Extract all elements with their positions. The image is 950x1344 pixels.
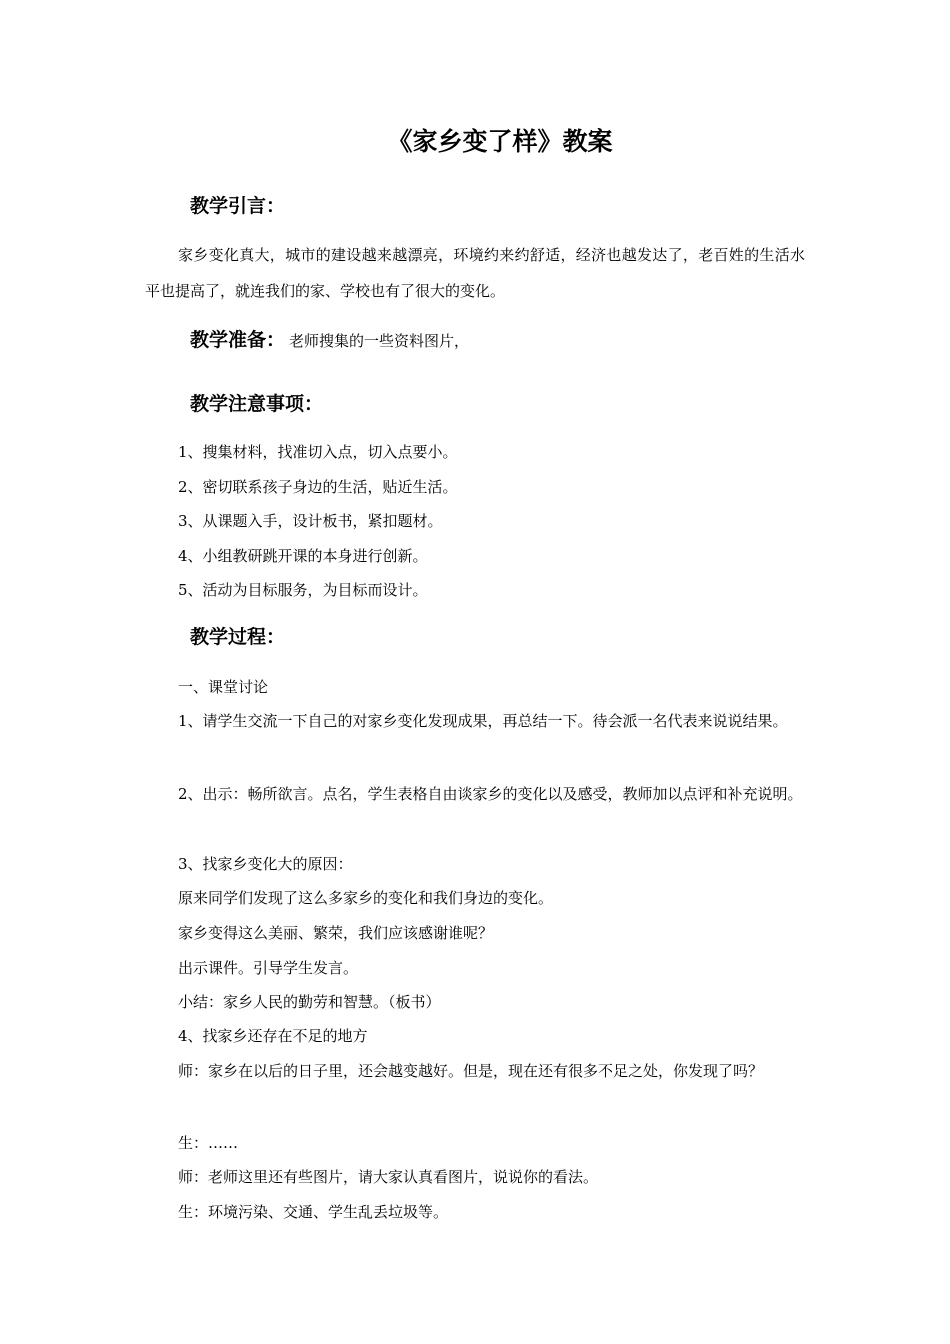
- process-line-7: 小结：家乡人民的勤劳和智慧。（板书）: [178, 993, 441, 1011]
- process-paragraph-2: 2、出示：畅所欲言。点名，学生表格自由谈家乡的变化以及感受，教师加以点评和补充说明。: [178, 785, 803, 803]
- prep-heading: [190, 326, 469, 355]
- prep-heading-label: 教学准备：: [190, 329, 286, 351]
- note-item-1: 1、搜集材料，找准切入点，切入点要小。: [178, 443, 458, 461]
- process-paragraph-3: 师：家乡在以后的日子里，还会越变越好。但是，现在还有很多不足之处，你发现了吗？: [178, 1062, 764, 1080]
- process-line-9: 生：……: [178, 1134, 239, 1152]
- process-paragraph-1: 1、请学生交流一下自己的对家乡变化发现成果，再总结一下。待会派一名代表来说说结果。: [178, 712, 788, 730]
- process-line-11: 生：环境污染、交通、学生乱丢垃圾等。: [178, 1203, 449, 1221]
- process-section-1: 一、课堂讨论: [178, 678, 269, 696]
- process-heading: 教学过程：: [190, 626, 286, 648]
- prep-text: 老师搜集的一些资料图片，: [289, 332, 470, 350]
- process-line-3: 3、找家乡变化大的原因：: [178, 855, 353, 873]
- process-line-4: 原来同学们发现了这么多家乡的变化和我们身边的变化。: [178, 889, 554, 907]
- note-item-2: 2、密切联系孩子身边的生活，贴近生活。: [178, 478, 458, 496]
- process-line-5: 家乡变得这么美丽、繁荣，我们应该感谢谁呢？: [178, 924, 494, 942]
- intro-heading: 教学引言：: [190, 195, 286, 217]
- process-line-10: 师：老师这里还有些图片，请大家认真看图片，说说你的看法。: [178, 1168, 599, 1186]
- note-item-4: 4、小组教研跳开课的本身进行创新。: [178, 547, 428, 565]
- process-line-6: 出示课件。引导学生发言。: [178, 959, 359, 977]
- note-item-5: 5、活动为目标服务，为目标而设计。: [178, 581, 428, 599]
- note-item-3: 3、从课题入手，设计板书，紧扣题材。: [178, 512, 443, 530]
- process-line-8: 4、找家乡还存在不足的地方: [178, 1027, 368, 1045]
- intro-paragraph: 家乡变化真大，城市的建设越来越漂亮，环境约来约舒适，经济也越发达了，老百姓的生活水平也提高了，就连我们的家、学校也有了很大的变化。: [145, 246, 805, 300]
- notes-heading: 教学注意事项：: [190, 393, 324, 415]
- document-title: 《家乡变了样》教案: [387, 127, 613, 156]
